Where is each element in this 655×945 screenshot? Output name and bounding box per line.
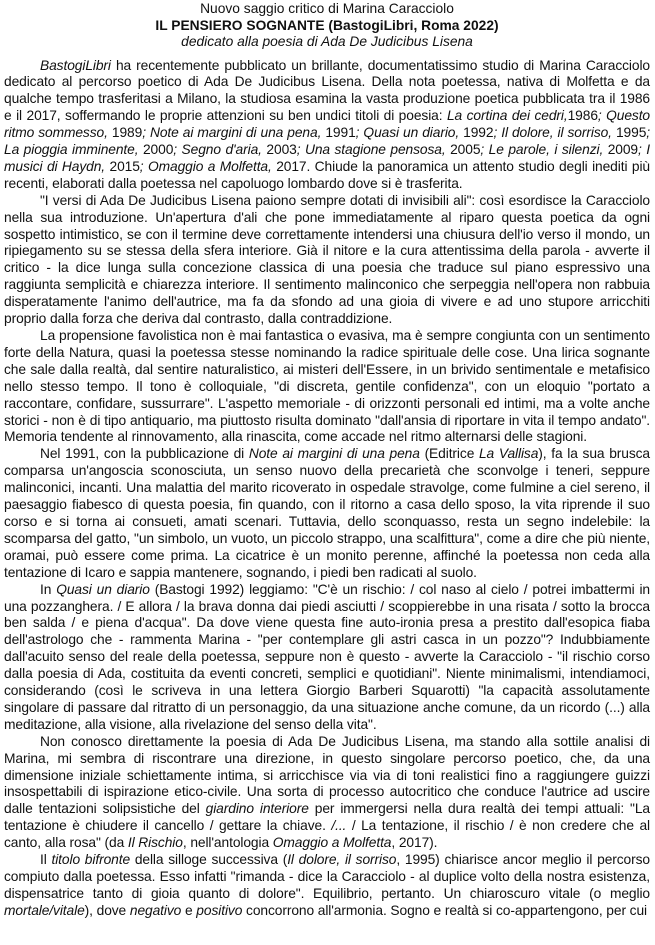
italic-text: ; La pioggia imminente, — [4, 125, 650, 158]
text-run: 1986 — [567, 108, 598, 124]
italic-text: ; Il dolore, il sorriso, — [493, 125, 612, 141]
italic-text: negativo — [129, 902, 182, 918]
article-subtitle: dedicato alla poesia di Ada De Judicibus Lisena — [181, 34, 473, 49]
text-run: ), fa la sua brusca comparsa un'angoscia sconosciuta, un senso nuovo della precarietà che sconvolge i teneri, seppure malinconici, incanti. Una malattia del marito ricoverato in ospedale stravolge, come fulmine a ciel sereno, il paesaggio fiabesco di questa poesia, fin quando, con il ritorno a casa dello sposo, la vita riprende il suo corso e si torna ai consueti, amati scenari. Tuttavia, dello sconquasso, resta un segno indelebile: la scomparsa del gatto, "un simbolo, un vuoto, un piccolo strappo, una scalfittura", come a dire che più niente, oramai, può essere come prima. La cicatrice è un monito perenne, affinché la poetessa non ceda alla tentazione di Icaro e sappia mantenere, sognando, i piedi ben radicati al suolo. — [4, 446, 651, 580]
text-run: concorrono all'armonia. Sogno e realtà si co-appartengono, per cui — [242, 902, 648, 918]
text-run: "I versi di Ada De Judicibus Lisena paiono sempre dotati di invisibili ali": così esordisce la Caracciolo nella sua introduzione. Un'apertura d'ali che pone immediatamente al riparo questa poetica da ogni sospetto intimistico, se con il termine deve correttamente intendersi una chiusura dell'io verso il mondo, un ripiegamento su se stessa della sfera interiore. Già il nitore e la cura attentissima della parola - avverte il critico - la dice lunga sulla concezione classica di una poesia che traduce sul piano espressivo una raggiunta semplicità e chiarezza interiore. Il sentimento malinconico che serpeggia nell'opera non rabbuia disperatamente l'animo dell'autrice, ma fa da sfondo ad una gioia di vivere e ad uno stupore arricchiti proprio dalla forza che deriva dal contrasto, dalla contraddizione. — [4, 192, 650, 327]
italic-text: Il dolore, il sorriso — [287, 852, 397, 868]
text-run: Il — [40, 852, 52, 868]
italic-text: ; Una stagione pensosa, — [296, 142, 446, 158]
text-run: Non conosco direttamente la poesia di Ada De Judicibus Lisena, ma stando alla sottile analisi di Marina, mi sembra di riscontrare una direzione, in questo singolare percorso poetico, che, da una dimensione iniziale schiettamente intima, si arricchisce via via di toni realistici fino a raggiungere guizzi insospettabili di ispirazione etico-civile. Una sorta di processo autocritico che conduce l'autrice ad uscire dalle tentazioni solipsistiche del — [4, 733, 650, 817]
italic-text: titolo bifronte — [51, 852, 131, 868]
text-run: 2000 — [138, 142, 174, 158]
text-run: 2003 — [261, 142, 297, 158]
italic-text: ; Le parole, i silenzi, — [480, 142, 604, 158]
paragraph — [4, 58, 650, 193]
text-run: 2017. Chiude la panoramica un attento studio degli inediti più recenti, elaborati dalla poetessa nel capoluogo lombardo dove si è trasferita. — [4, 158, 650, 191]
text-run: , 2017). — [391, 835, 438, 851]
italic-text: La cortina dei cedri, — [446, 108, 568, 124]
article-body — [4, 58, 650, 920]
text-run: (Editrice — [419, 446, 479, 462]
paragraph — [4, 582, 650, 734]
italic-text: ; Omaggio a Molfetta, — [139, 158, 272, 174]
text-run: 1995 — [611, 125, 647, 141]
italic-text: ; I musici di Haydn, — [4, 142, 650, 174]
italic-text: Quasi un diario — [56, 581, 150, 597]
text-run: 1989 — [107, 125, 143, 141]
italic-text: positivo — [196, 902, 243, 918]
text-run: 2009 — [603, 142, 638, 158]
paragraph — [4, 193, 650, 328]
paragraph — [4, 446, 650, 581]
text-run: 2005 — [445, 142, 481, 158]
text-run: (Bastogi 1992) leggiamo: "C'è un rischio: / col naso al cielo / potrei imbattermi in una pozzanghera. / E allora / la brava donna dai piedi asciutti / scoppierebbe in una risata / sotto la brocca ben salda / e piena d'acqua". Da dove viene questa fine auto-ironia presa a prestito dall'esopica fiaba dell'astrologo che - rammenta Marina - "per contemplare gli astri casca in un pozzo"? Indubbiamente dall'acuito senso del reale della poetessa, seppure non è questo - avverte la Caracciolo - "il rischio corso dalla poesia di Ada, costituita da eventi concreti, semplici e quotidiani". Niente minimalismi, intendiamoci, considerando (così le scriveva in una lettera Giorgio Barberi Squarotti) "la capacità assolutamente singolare di passare dal ritratto di un personaggio, da una situazione anche comune, da un ricordo (...) alla meditazione, alla visione, alla rivelazione del senso della vita". — [4, 581, 650, 732]
italic-text: ; Quasi un diario, — [355, 125, 460, 141]
article-kicker: Nuovo saggio critico di Marina Caracciolo — [200, 1, 454, 16]
italic-text: La Vallisa — [478, 446, 539, 462]
text-run: , 1995) chiarisce ancor meglio il percorso compiuto dalla poetessa. Esso infatti "rimanda - dice la Caracciolo - al duplice volto della nostra esistenza, dispensatrice tanto di gioia quanto di dolore". Equilibrio, pertanto. Un chiaroscuro vitale (o meglio — [4, 852, 650, 901]
text-run: La propensione favolistica non è mai fantastica o evasiva, ma è sempre congiunta con un sentimento forte della Natura, quasi la poetessa stesse nominando la radice spirituale delle cose. Una lirica sognante che sale dalla realtà, dal sentire naturalistico, ai misteri dell'Essere, in un brivido sentimentale e metafisico nello stesso tempo. Il tono è colloquiale, "di discreta, gentile confidenza", con un eloquio "portato a raccontare, confidare, sussurrare". L'aspetto memoriale - di orizzonti personali ed intimi, ma a volte anche storici - non è di tipo antiquario, ma piuttosto risulta dominato "dall'ansia di riportare in vita il tempo andato". Memoria tendente al rinnovamento, alla rinascita, come accade nel ritmo alternarsi delle stagioni. — [4, 328, 650, 445]
text-run: ), dove — [84, 902, 130, 918]
text-run: 1991 — [321, 125, 356, 141]
paragraph — [4, 734, 650, 852]
italic-text: Omaggio a Molfetta — [272, 835, 392, 851]
italic-text: ; Segno d'aria, — [173, 142, 262, 158]
italic-text: ; Questo ritmo sommesso, — [4, 108, 651, 141]
italic-text: Note ai margini di una pena — [248, 446, 420, 462]
text-run: ha recentemente pubblicato un brillante, documentatissimo studio di Marina Caracciolo dedicato al percorso poetico di Ada De Judicibus Lisena. Della nota poetessa, nativa di Molfetta e da qualche tempo trasferitasi a Milano, la studiosa esamina la vasta produzione poetica pubblicata tra il 1986 e il 2017, soffermando le proprie attenzioni su ben undici titoli di poesia: — [4, 57, 650, 124]
italic-text: mortale/vitale — [4, 902, 85, 918]
italic-text: ; Note ai margini di una pena, — [142, 125, 322, 141]
text-run: 2015 — [105, 158, 140, 174]
paragraph — [4, 328, 650, 446]
text-run: per immergersi nella dura realtà dei tempi attuali: "La tentazione è chiudere il cancello / gettare la chiave. — [4, 801, 650, 834]
article-header — [4, 1, 650, 51]
text-run: In — [40, 581, 57, 597]
text-run: della silloge successiva ( — [130, 852, 288, 868]
italic-text: Il Rischio — [127, 835, 183, 851]
text-run: Nel 1991, con la pubblicazione di — [40, 446, 249, 462]
article-title: IL PENSIERO SOGNANTE (BastogiLibri, Roma 2022) — [155, 17, 499, 33]
italic-text: BastogiLibri — [40, 57, 111, 73]
italic-text: giardino interiore — [205, 801, 309, 817]
text-run: e — [181, 902, 197, 918]
paragraph — [4, 852, 650, 920]
text-run: 1992 — [459, 125, 494, 141]
text-run: , nell'antologia — [182, 835, 273, 851]
italic-text: /... — [331, 818, 347, 834]
text-run: / La tentazione, il rischio / è non credere che al canto, alla rosa" (da — [4, 818, 650, 851]
